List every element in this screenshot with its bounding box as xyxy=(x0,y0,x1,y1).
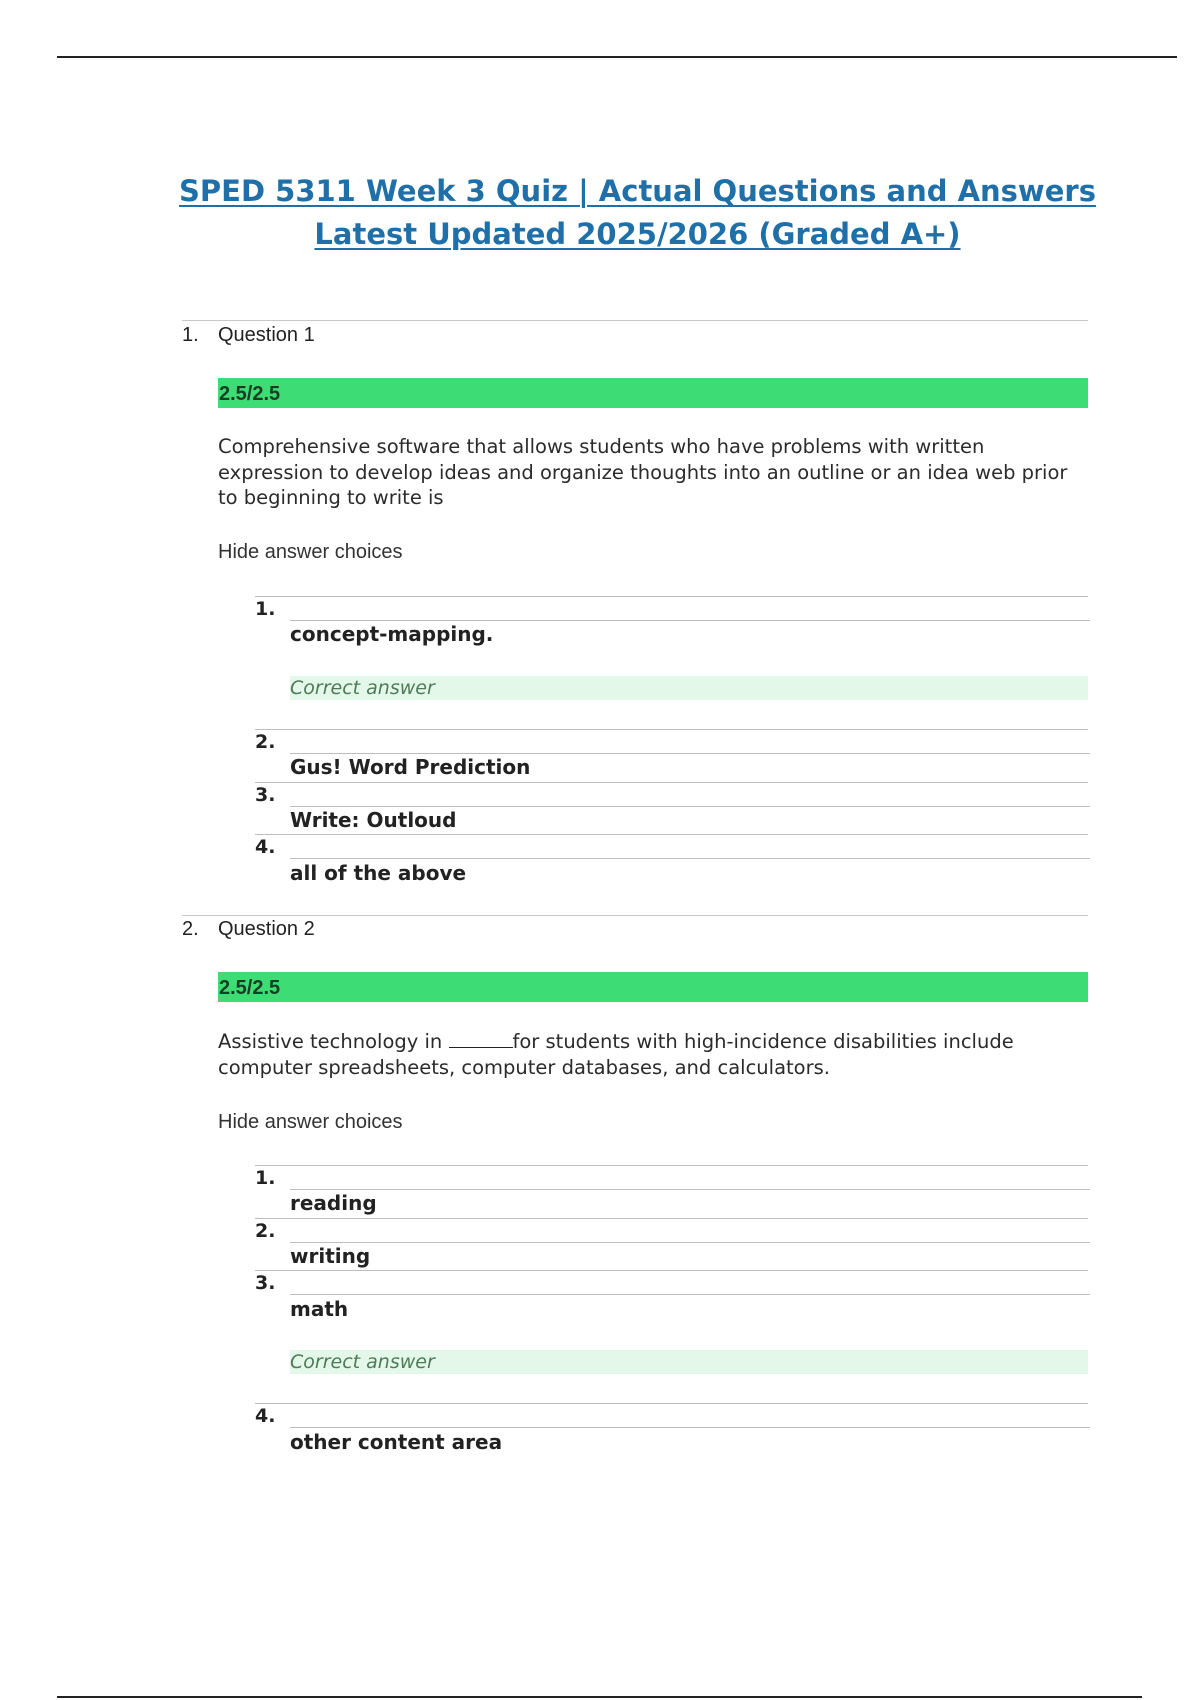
choice-divider xyxy=(255,834,1088,835)
correct-answer-indicator: Correct answer xyxy=(290,1350,1088,1374)
score-bar xyxy=(218,378,1088,408)
choice-divider xyxy=(290,753,1090,754)
choice-text: reading xyxy=(290,1191,377,1215)
choice-number: 3. xyxy=(255,1272,276,1294)
question-header xyxy=(182,324,315,347)
choice-divider xyxy=(255,729,1088,730)
choice-number: 1. xyxy=(255,598,276,620)
choice-number: 2. xyxy=(255,1220,276,1242)
choice-divider xyxy=(290,1242,1090,1243)
choice-number: 3. xyxy=(255,784,276,806)
question-prompt xyxy=(218,1029,1088,1080)
score-text: 2.5/2.5 xyxy=(219,977,281,999)
choice-divider xyxy=(290,620,1090,621)
choice-number: 4. xyxy=(255,836,276,858)
score-bar xyxy=(218,972,1088,1002)
choice-number: 2. xyxy=(255,731,276,753)
choice-divider xyxy=(290,1189,1090,1190)
choice-text: Write: Outloud xyxy=(290,808,457,832)
prompt-text-before: Assistive technology in xyxy=(218,1030,443,1053)
choice-divider xyxy=(290,858,1090,859)
question-divider xyxy=(182,915,1088,916)
choice-text: Gus! Word Prediction xyxy=(290,755,531,779)
score-text: 2.5/2.5 xyxy=(219,383,281,405)
choice-text: writing xyxy=(290,1244,371,1268)
question-number: 1. xyxy=(182,324,199,346)
choice-number: 4. xyxy=(255,1405,276,1427)
question-prompt: Comprehensive software that allows students who have problems with written expression to develop ideas and organize thoughts into an outline or an idea web prior to beginning to write is xyxy=(218,435,1068,509)
choice-divider xyxy=(290,1427,1090,1428)
correct-answer-indicator: Correct answer xyxy=(290,676,1088,700)
question-divider xyxy=(182,320,1088,321)
choice-text: other content area xyxy=(290,1430,503,1454)
choice-divider xyxy=(255,1403,1088,1404)
question-number: 2. xyxy=(182,918,199,940)
choice-divider xyxy=(290,1294,1090,1295)
fill-in-blank xyxy=(449,1029,513,1048)
top-rule xyxy=(57,56,1177,58)
choice-divider xyxy=(255,1270,1088,1271)
choice-number: 1. xyxy=(255,1167,276,1189)
question-label: Question 1 xyxy=(218,324,315,346)
bottom-rule xyxy=(57,1696,1142,1698)
choice-divider xyxy=(255,1165,1088,1166)
choice-divider xyxy=(255,782,1088,783)
choice-text: all of the above xyxy=(290,861,467,885)
question-header xyxy=(182,918,315,941)
choice-divider xyxy=(255,596,1088,597)
choice-text: concept-mapping. xyxy=(290,622,494,646)
hide-answer-choices-link[interactable]: Hide answer choices xyxy=(218,1111,403,1133)
hide-answer-choices-link[interactable]: Hide answer choices xyxy=(218,541,403,563)
prompt-text-after: for students with high-incidence disabilities include computer spreadsheets, computer databases, and calculators. xyxy=(218,1030,1014,1079)
question-label: Question 2 xyxy=(218,918,315,940)
choice-divider xyxy=(290,806,1090,807)
choice-divider xyxy=(255,1218,1088,1219)
document-title: SPED 5311 Week 3 Quiz | Actual Questions and Answers Latest Updated 2025/2026 (Graded A+) xyxy=(179,174,1096,251)
choice-text: math xyxy=(290,1297,349,1321)
